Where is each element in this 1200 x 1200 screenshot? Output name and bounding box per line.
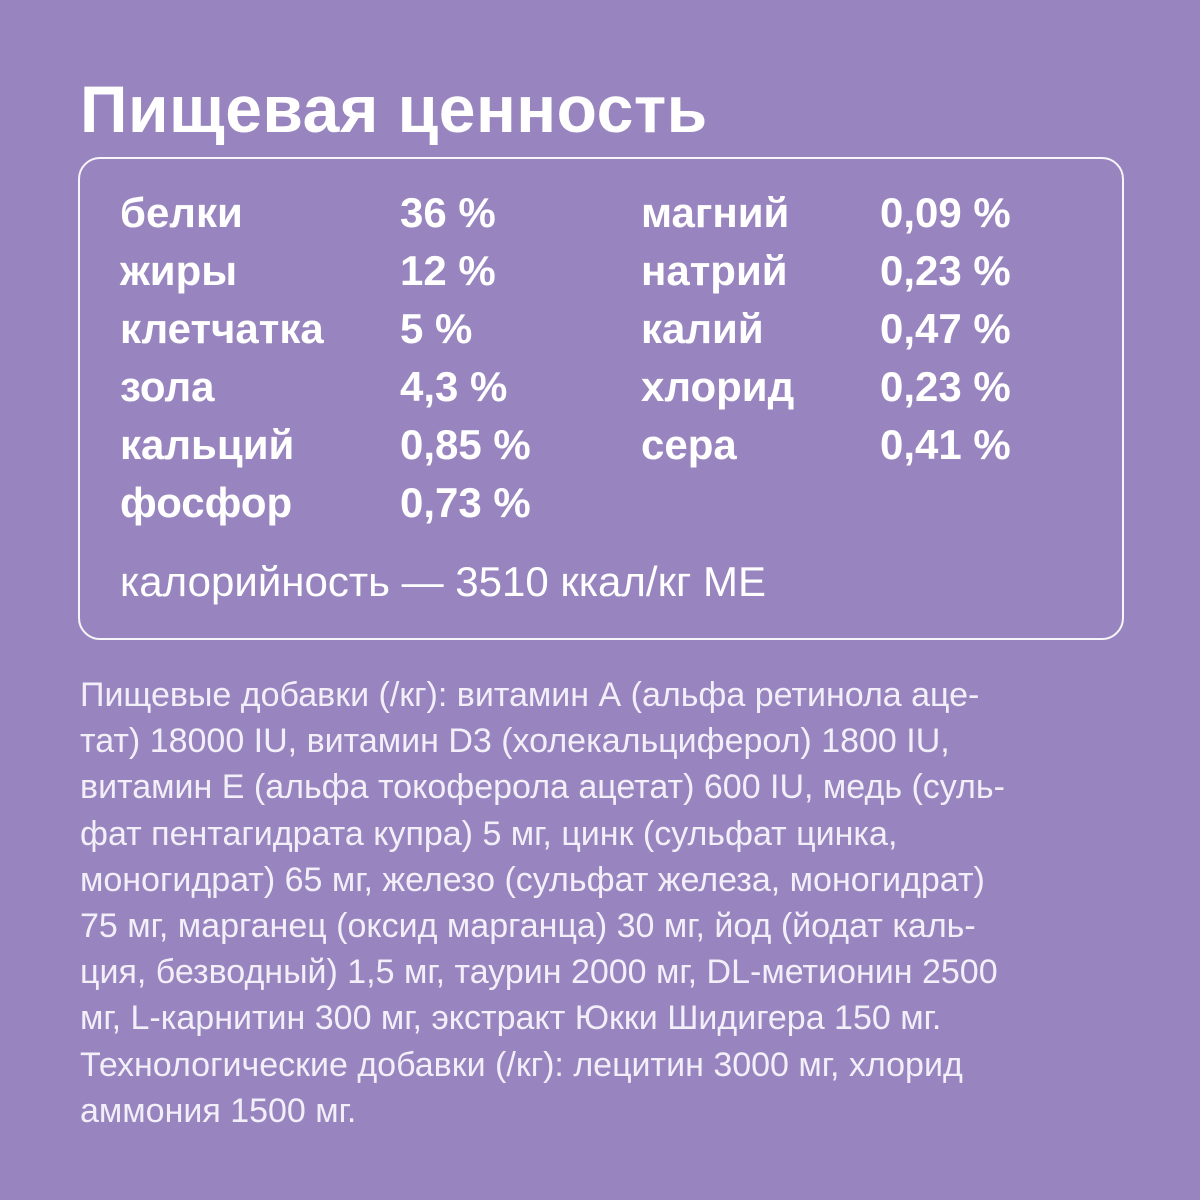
nutrient-value: 0,73 %: [400, 479, 531, 526]
nutrient-name: сера: [641, 421, 737, 468]
additives-line: Технологические добавки (/кг): лецитин 3000 мг, хлорид: [80, 1045, 963, 1084]
page-title: Пищевая ценность: [80, 72, 708, 146]
nutrient-name: калий: [641, 305, 764, 352]
additives-line: моногидрат) 65 мг, железо (сульфат железа, моногидрат): [80, 860, 985, 899]
additives-line: фат пентагидрата купра) 5 мг, цинк (сульфат цинка,: [80, 814, 898, 853]
additives-line: мг, L-карнитин 300 мг, экстракт Юкки Шидигера 150 мг.: [80, 999, 942, 1038]
additives-line: ция, безводный) 1,5 мг, таурин 2000 мг, DL-метионин 2500: [80, 953, 998, 992]
additives-line: аммония 1500 мг.: [80, 1091, 357, 1130]
nutrient-value: 0,85 %: [400, 421, 531, 468]
nutrient-value: 0,23 %: [880, 363, 1011, 410]
nutrient-name: клетчатка: [120, 305, 324, 352]
nutrient-value: 5 %: [400, 305, 473, 352]
additives-line: тат) 18000 IU, витамин D3 (холекальциферол) 1800 IU,: [80, 722, 950, 761]
nutrient-name: кальций: [120, 421, 295, 468]
nutrient-name: зола: [120, 363, 215, 410]
nutrient-name: белки: [120, 189, 243, 236]
nutrient-value: 0,23 %: [880, 247, 1011, 294]
nutrient-value: 0,47 %: [880, 305, 1011, 352]
calories-text: калорийность — 3510 ккал/кг ME: [120, 558, 766, 605]
nutrient-name: натрий: [641, 247, 788, 294]
nutrient-value: 0,41 %: [880, 421, 1011, 468]
nutrient-name: магний: [641, 189, 790, 236]
additives-line: Пищевые добавки (/кг): витамин А (альфа ретинола аце-: [80, 676, 980, 714]
nutrient-value: 12 %: [400, 247, 496, 294]
nutrient-name: жиры: [120, 247, 238, 294]
nutrient-name: хлорид: [641, 363, 795, 410]
additives-line: витамин Е (альфа токоферола ацетат) 600 IU, медь (суль-: [80, 768, 1005, 807]
additives-line: 75 мг, марганец (оксид марганца) 30 мг, йод (йодат каль-: [80, 907, 976, 946]
nutrient-value: 36 %: [400, 189, 496, 236]
nutrient-name: фосфор: [120, 479, 293, 526]
nutrient-value: 4,3 %: [400, 363, 508, 410]
nutrient-value: 0,09 %: [880, 189, 1011, 236]
additives-text: [80, 672, 1160, 1134]
